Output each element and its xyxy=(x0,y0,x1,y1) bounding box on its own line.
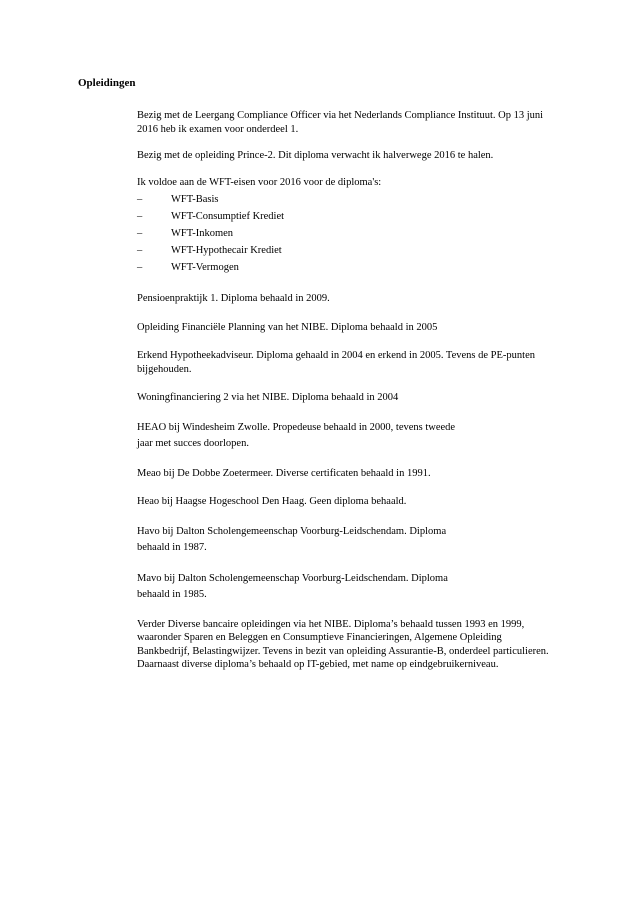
paragraph-pensioen xyxy=(137,292,557,306)
paragraph-heao-haagse xyxy=(137,495,557,509)
list-item xyxy=(137,210,557,227)
paragraph-line: behaald in 1985. xyxy=(137,588,207,600)
paragraph-line: bijgehouden. xyxy=(137,363,192,375)
paragraph-line: Verder Diverse bancaire opleidingen via het NIBE. Diploma’s behaald tussen 1993 en 1999, xyxy=(137,618,525,630)
paragraph-bancaire xyxy=(137,618,577,672)
list-dash: – xyxy=(137,262,143,273)
wft-diploma-list xyxy=(137,193,557,278)
list-item xyxy=(137,244,557,261)
paragraph-line: Mavo bij Dalton Scholengemeenschap Voorburg-Leidschendam. Diploma xyxy=(137,572,448,584)
paragraph-line: Woningfinanciering 2 via het NIBE. Diploma behaald in 2004 xyxy=(137,392,399,403)
paragraph-line: Erkend Hypotheekadviseur. Diploma gehaald in 2004 en erkend in 2005. Tevens de PE-punten xyxy=(137,350,535,361)
list-dash: – xyxy=(137,211,143,222)
paragraph-line: waaronder Sparen en Beleggen en Consumptieve Financieringen, Algemene Opleiding xyxy=(137,632,502,643)
paragraph-line: Bezig met de Leergang Compliance Officer via het Nederlands Compliance Instituut. Op 13 juni xyxy=(137,110,544,121)
paragraph-line: Havo bij Dalton Scholengemeenschap Voorburg-Leidschendam. Diploma xyxy=(137,525,447,537)
paragraph-line: Bankbedrijf, Belastingwijzer. Tevens in bezit van opleiding Assurantie-B, onderdeel particulieren. xyxy=(137,645,549,657)
paragraph-woningfinanciering xyxy=(137,391,557,405)
list-item-label: WFT-Vermogen xyxy=(171,262,239,273)
paragraph-line: Ik voldoe aan de WFT-eisen voor 2016 voor de diploma's: xyxy=(137,176,382,188)
section-heading: Opleidingen xyxy=(78,77,136,89)
list-item-label: WFT-Basis xyxy=(171,194,219,205)
paragraph-prince2 xyxy=(137,149,557,163)
paragraph-wft-intro xyxy=(137,176,557,190)
paragraph-compliance xyxy=(137,109,557,136)
list-dash: – xyxy=(137,228,143,239)
paragraph-meao xyxy=(137,467,557,481)
paragraph-line: Pensioenpraktijk 1. Diploma behaald in 2009. xyxy=(137,293,330,304)
paragraph-line: Heao bij Haagse Hogeschool Den Haag. Geen diploma behaald. xyxy=(137,496,407,507)
list-item xyxy=(137,227,557,244)
list-item-label: WFT-Consumptief Krediet xyxy=(171,211,285,222)
list-item-label: WFT-Hypothecair Krediet xyxy=(171,245,282,256)
list-dash: – xyxy=(137,194,143,205)
paragraph-line: Bezig met de opleiding Prince-2. Dit diploma verwacht ik halverwege 2016 te halen. xyxy=(137,150,494,161)
paragraph-mavo xyxy=(137,571,557,603)
list-item xyxy=(137,261,557,278)
paragraph-line: HEAO bij Windesheim Zwolle. Propedeuse behaald in 2000, tevens tweede xyxy=(137,421,456,433)
list-dash: – xyxy=(137,245,143,256)
paragraph-line: Daarnaast diverse diploma’s behaald op IT-gebied, met name op eindgebruikerniveau. xyxy=(137,659,499,670)
paragraph-line: Meao bij De Dobbe Zoetermeer. Diverse certificaten behaald in 1991. xyxy=(137,467,431,479)
paragraph-havo xyxy=(137,524,557,556)
paragraph-line: jaar met succes doorlopen. xyxy=(137,437,249,449)
paragraph-heao-windesheim xyxy=(137,420,557,452)
paragraph-financiele-planning xyxy=(137,321,557,335)
paragraph-line: behaald in 1987. xyxy=(137,541,207,553)
list-item xyxy=(137,193,557,210)
paragraph-line: 2016 heb ik examen voor onderdeel 1. xyxy=(137,123,299,135)
paragraph-hypotheekadviseur xyxy=(137,349,557,376)
paragraph-line: Opleiding Financiële Planning van het NIBE. Diploma behaald in 2005 xyxy=(137,321,438,333)
list-item-label: WFT-Inkomen xyxy=(171,228,234,239)
education-list xyxy=(137,109,557,685)
